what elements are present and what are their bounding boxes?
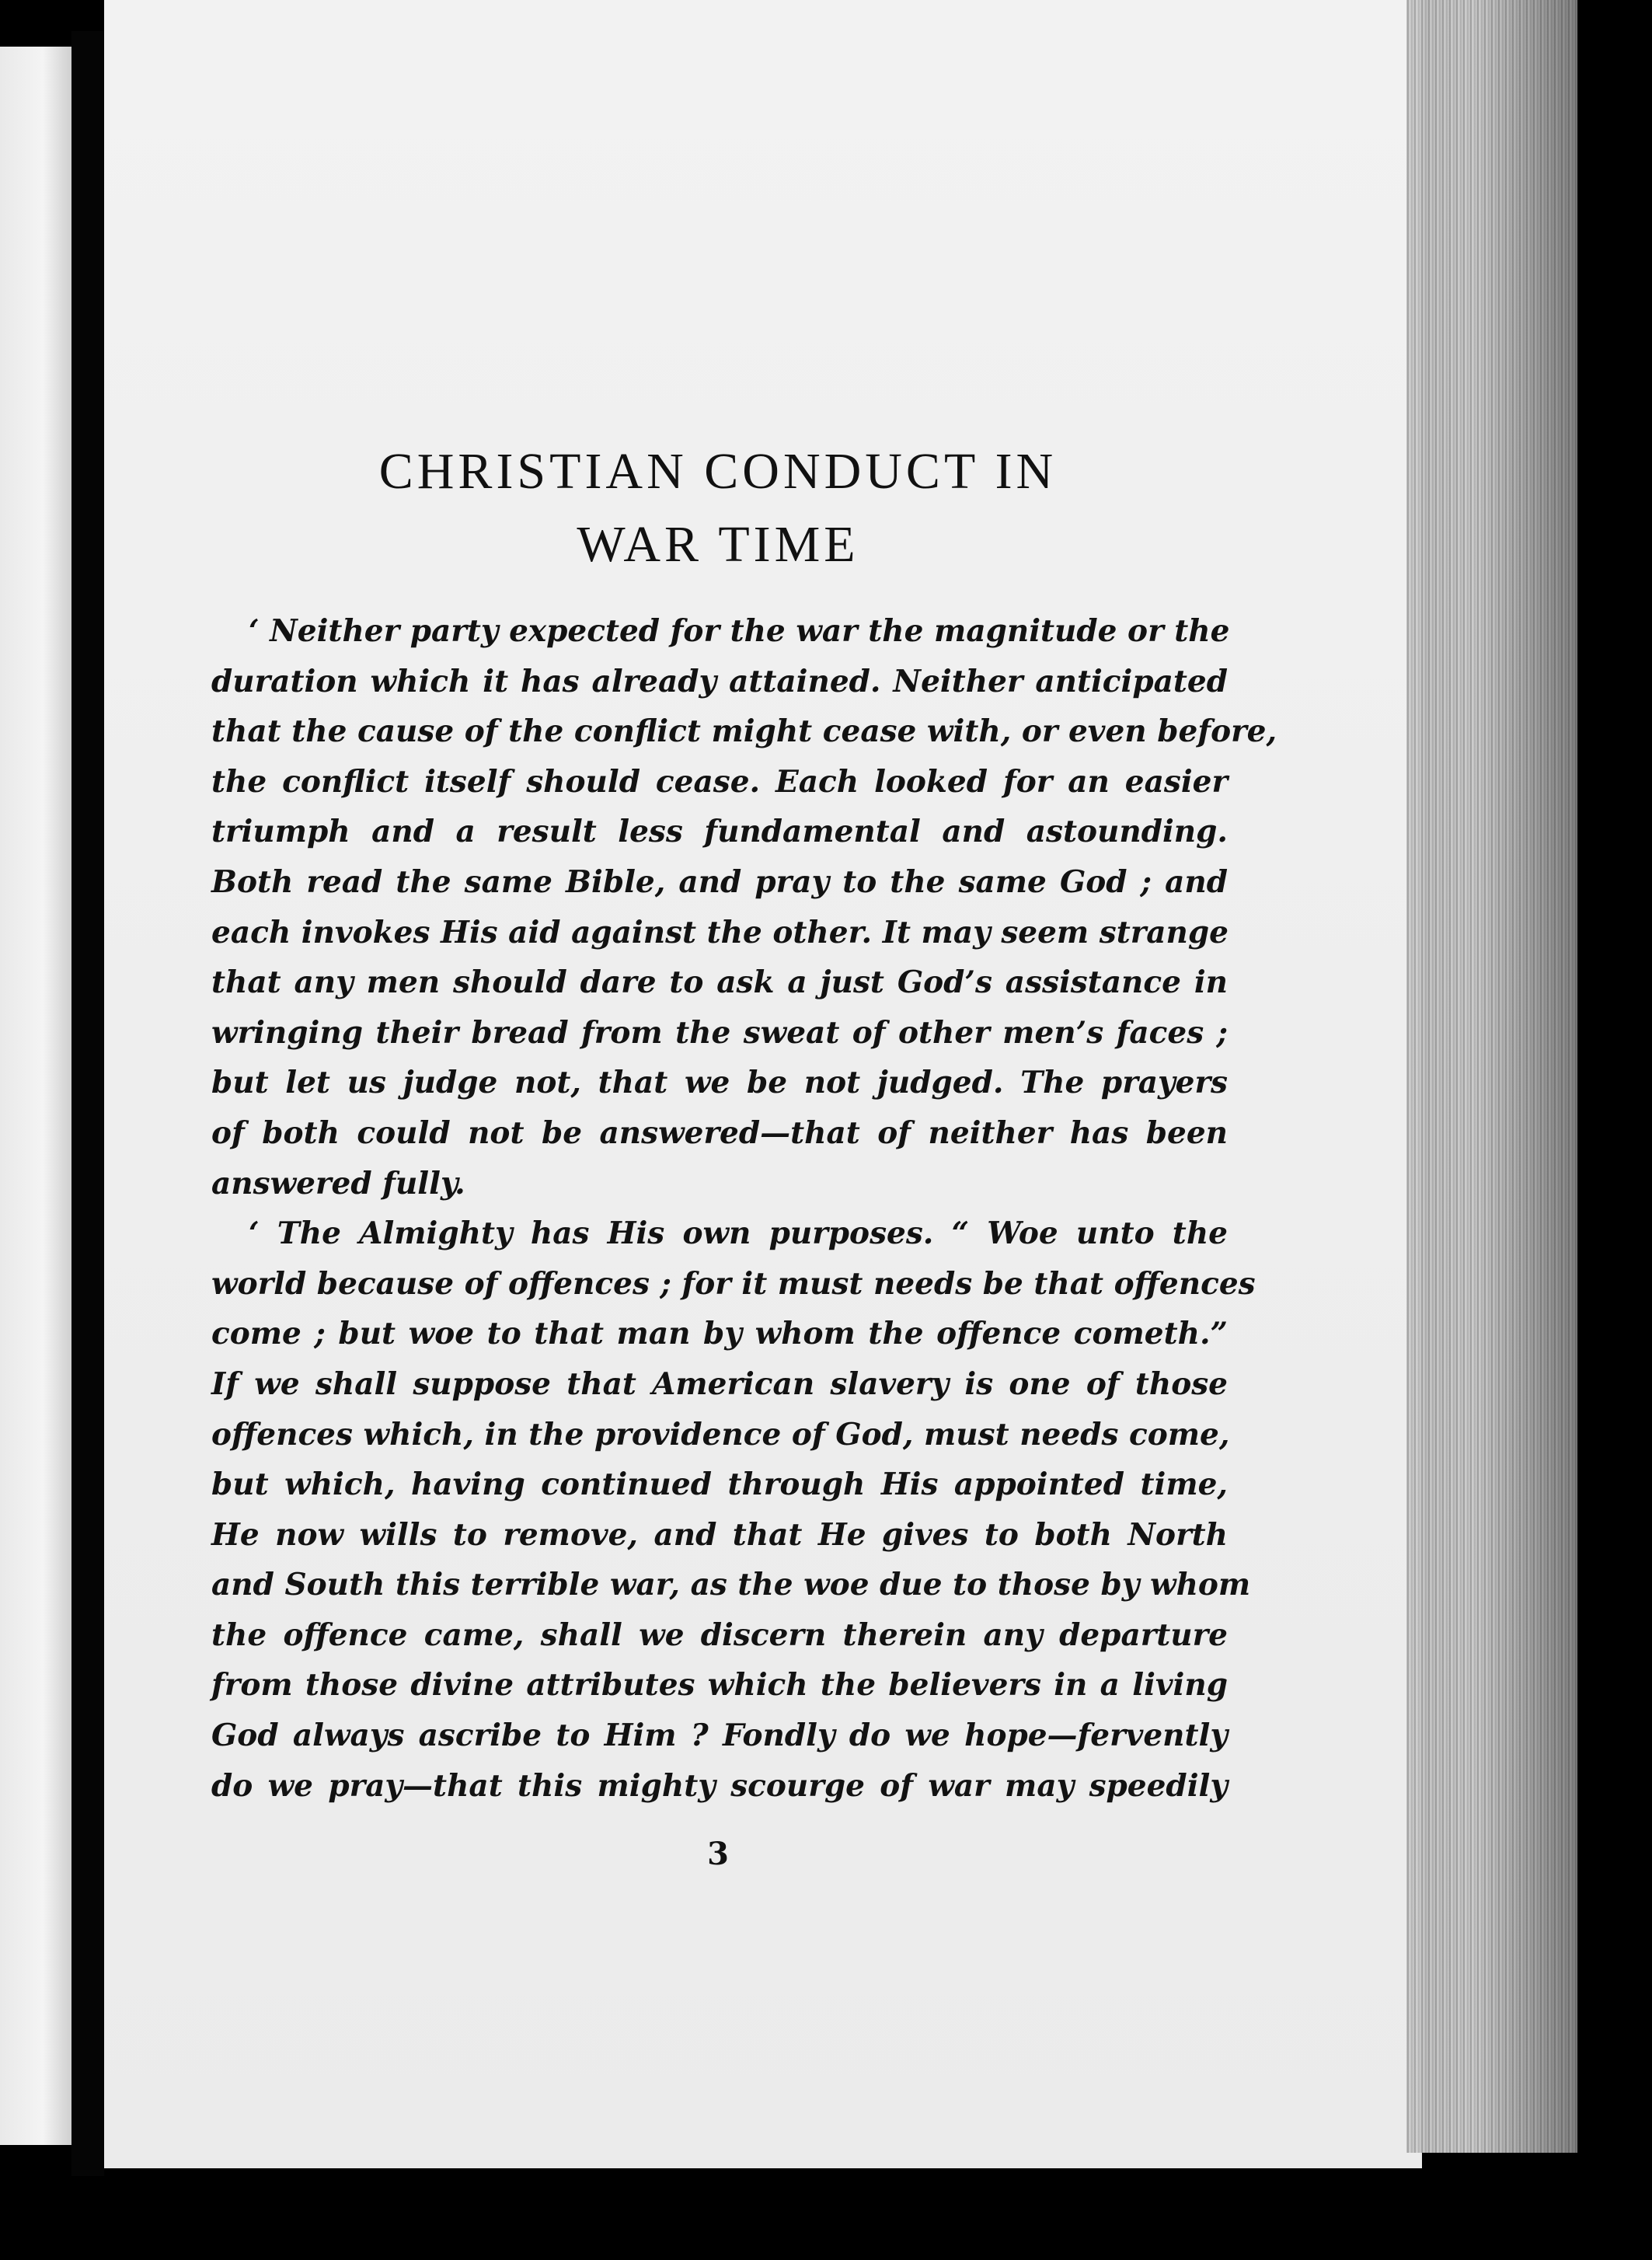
text-line: triumph and a result less fundamental and astounding. [211,814,1228,850]
text-line: duration which it has already attained. Neither anticipated [211,663,1228,699]
chapter-title-line-1: CHRISTIAN CONDUCT IN [378,443,1058,500]
text-line: answered fully. [211,1165,465,1201]
page-block-shadow [1406,0,1577,2153]
body-text [211,606,1277,1811]
text-line: and South this terrible war, as the woe due to those by whom [211,1567,1251,1603]
text-line: do we pray—that this mighty scourge of war may speedily [211,1767,1228,1804]
text-line: Both read the same Bible, and pray to the same God ; and [211,863,1228,900]
text-line: ‘ Neither party expected for the war the magnitude or the [249,613,1230,649]
text-line: but which, having continued through His appointed time, [211,1467,1228,1503]
text-line: If we shall suppose that American slavery is one of those [211,1365,1228,1402]
chapter-title [104,435,1332,581]
text-line: world because of offences ; for it must needs be that offences [211,1265,1256,1302]
text-line: the conflict itself should cease. Each looked for an easier [211,763,1228,800]
text-line: He now wills to remove, and that He gives to both North [211,1516,1228,1553]
text-line: from those divine attributes which the believers in a living [211,1667,1228,1704]
text-line: that the cause of the conflict might cease with, or even before, [211,713,1277,750]
text-line: that any men should dare to ask a just God’s assistance in [211,964,1228,1001]
chapter-title-line-2: WAR TIME [577,516,859,573]
text-line: offences which, in the providence of God, must needs come, [211,1416,1230,1453]
text-line: come ; but woe to that man by whom the offence cometh.” [211,1316,1228,1352]
paragraph [211,606,1277,1208]
text-line: the offence came, shall we discern therein any departure [211,1617,1228,1653]
book-gutter [71,31,104,2176]
page-number: 3 [707,1836,729,1872]
text-line: God always ascribe to Him ? Fondly do we hope—fervently [211,1718,1228,1754]
text-line: ‘ The Almighty has His own purposes. “ Woe unto the [249,1215,1228,1252]
text-line: wringing their bread from the sweat of other men’s faces ; [211,1014,1228,1051]
text-line: but let us judge not, that we be not judged. The prayers [211,1065,1228,1101]
paragraph [211,1208,1256,1811]
text-line: of both could not be answered—that of neither has been [211,1114,1228,1151]
text-line: each invokes His aid against the other. It may seem strange [211,914,1229,950]
facing-page-edge [0,47,71,2145]
